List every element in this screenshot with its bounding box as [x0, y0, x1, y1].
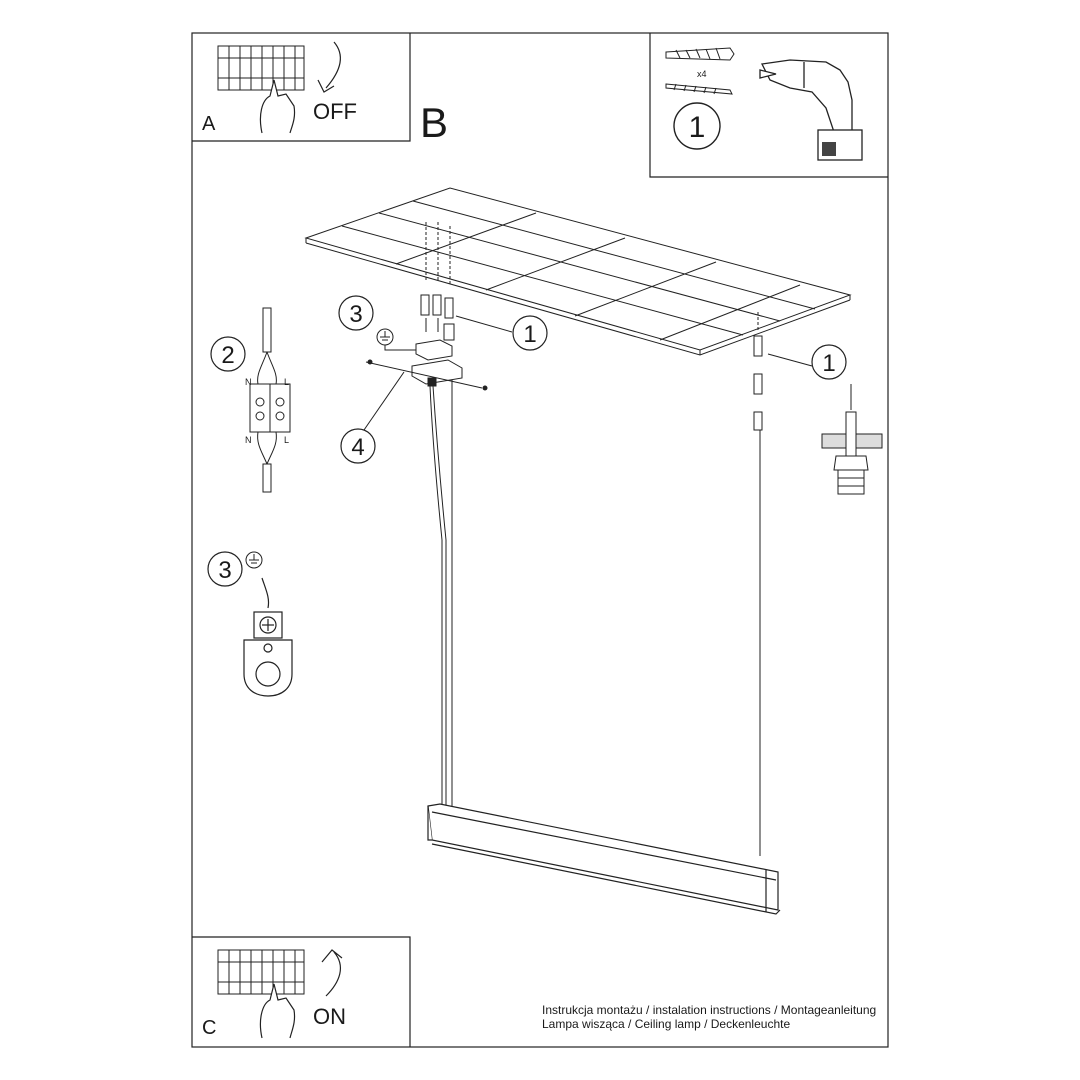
arrow-up-icon: [322, 950, 342, 996]
hand-icon: [260, 80, 294, 133]
panel-b-letter: B: [420, 99, 449, 146]
panel-a-letter: A: [202, 113, 216, 135]
footer-line-2: Lampa wisząca / Ceiling lamp / Deckenleuchte: [542, 1017, 791, 1031]
terminal-block-icon: [250, 308, 290, 492]
footer-line-1: Instrukcja montażu / instalation instructions / Montageanleitung: [542, 1003, 877, 1017]
callout-ground-detail-step: 3: [218, 557, 232, 584]
ground-symbol-small-icon: [246, 552, 262, 568]
panel-c-state: ON: [313, 1004, 346, 1029]
callout-anchor-step: 1: [523, 321, 537, 348]
wall-plug-icon: [666, 48, 734, 60]
tools-panel: [650, 33, 888, 177]
breaker-box-on-icon: [218, 950, 304, 994]
callout-wiring-step: 2: [221, 342, 235, 369]
tools-step-number: 1: [688, 111, 706, 144]
terminal-label-n-bottom: N: [245, 435, 252, 445]
terminal-label-n-top: N: [245, 377, 252, 387]
breaker-box-icon: [218, 46, 304, 90]
callout-anchor-step-right: 1: [822, 350, 836, 377]
callout-ground-step: 3: [349, 301, 363, 328]
arrow-down-icon: [318, 42, 340, 92]
hand-on-icon: [260, 984, 294, 1038]
quantity-label: x4: [697, 69, 707, 79]
screw-icon: [666, 84, 732, 94]
callout-bracket-step: 4: [351, 434, 365, 461]
panel-a-power-off: [192, 33, 410, 141]
page-frame: [192, 33, 888, 1047]
ground-symbol-icon: [377, 329, 393, 345]
panel-a-state: OFF: [313, 99, 357, 124]
ground-terminal-icon: [244, 578, 292, 696]
anchor-detail-icon: [822, 384, 882, 494]
drill-icon: [760, 60, 862, 160]
terminal-label-l-bottom: L: [284, 435, 290, 445]
panel-c-letter: C: [202, 1017, 217, 1039]
footer-caption: [542, 1003, 876, 1031]
panel-c-power-on: [192, 937, 410, 1047]
pendant-lamp-body: [428, 804, 780, 914]
terminal-label-l-top: L: [284, 377, 290, 387]
ceiling-bracket: [366, 340, 487, 390]
suspension-cables: [430, 380, 760, 856]
